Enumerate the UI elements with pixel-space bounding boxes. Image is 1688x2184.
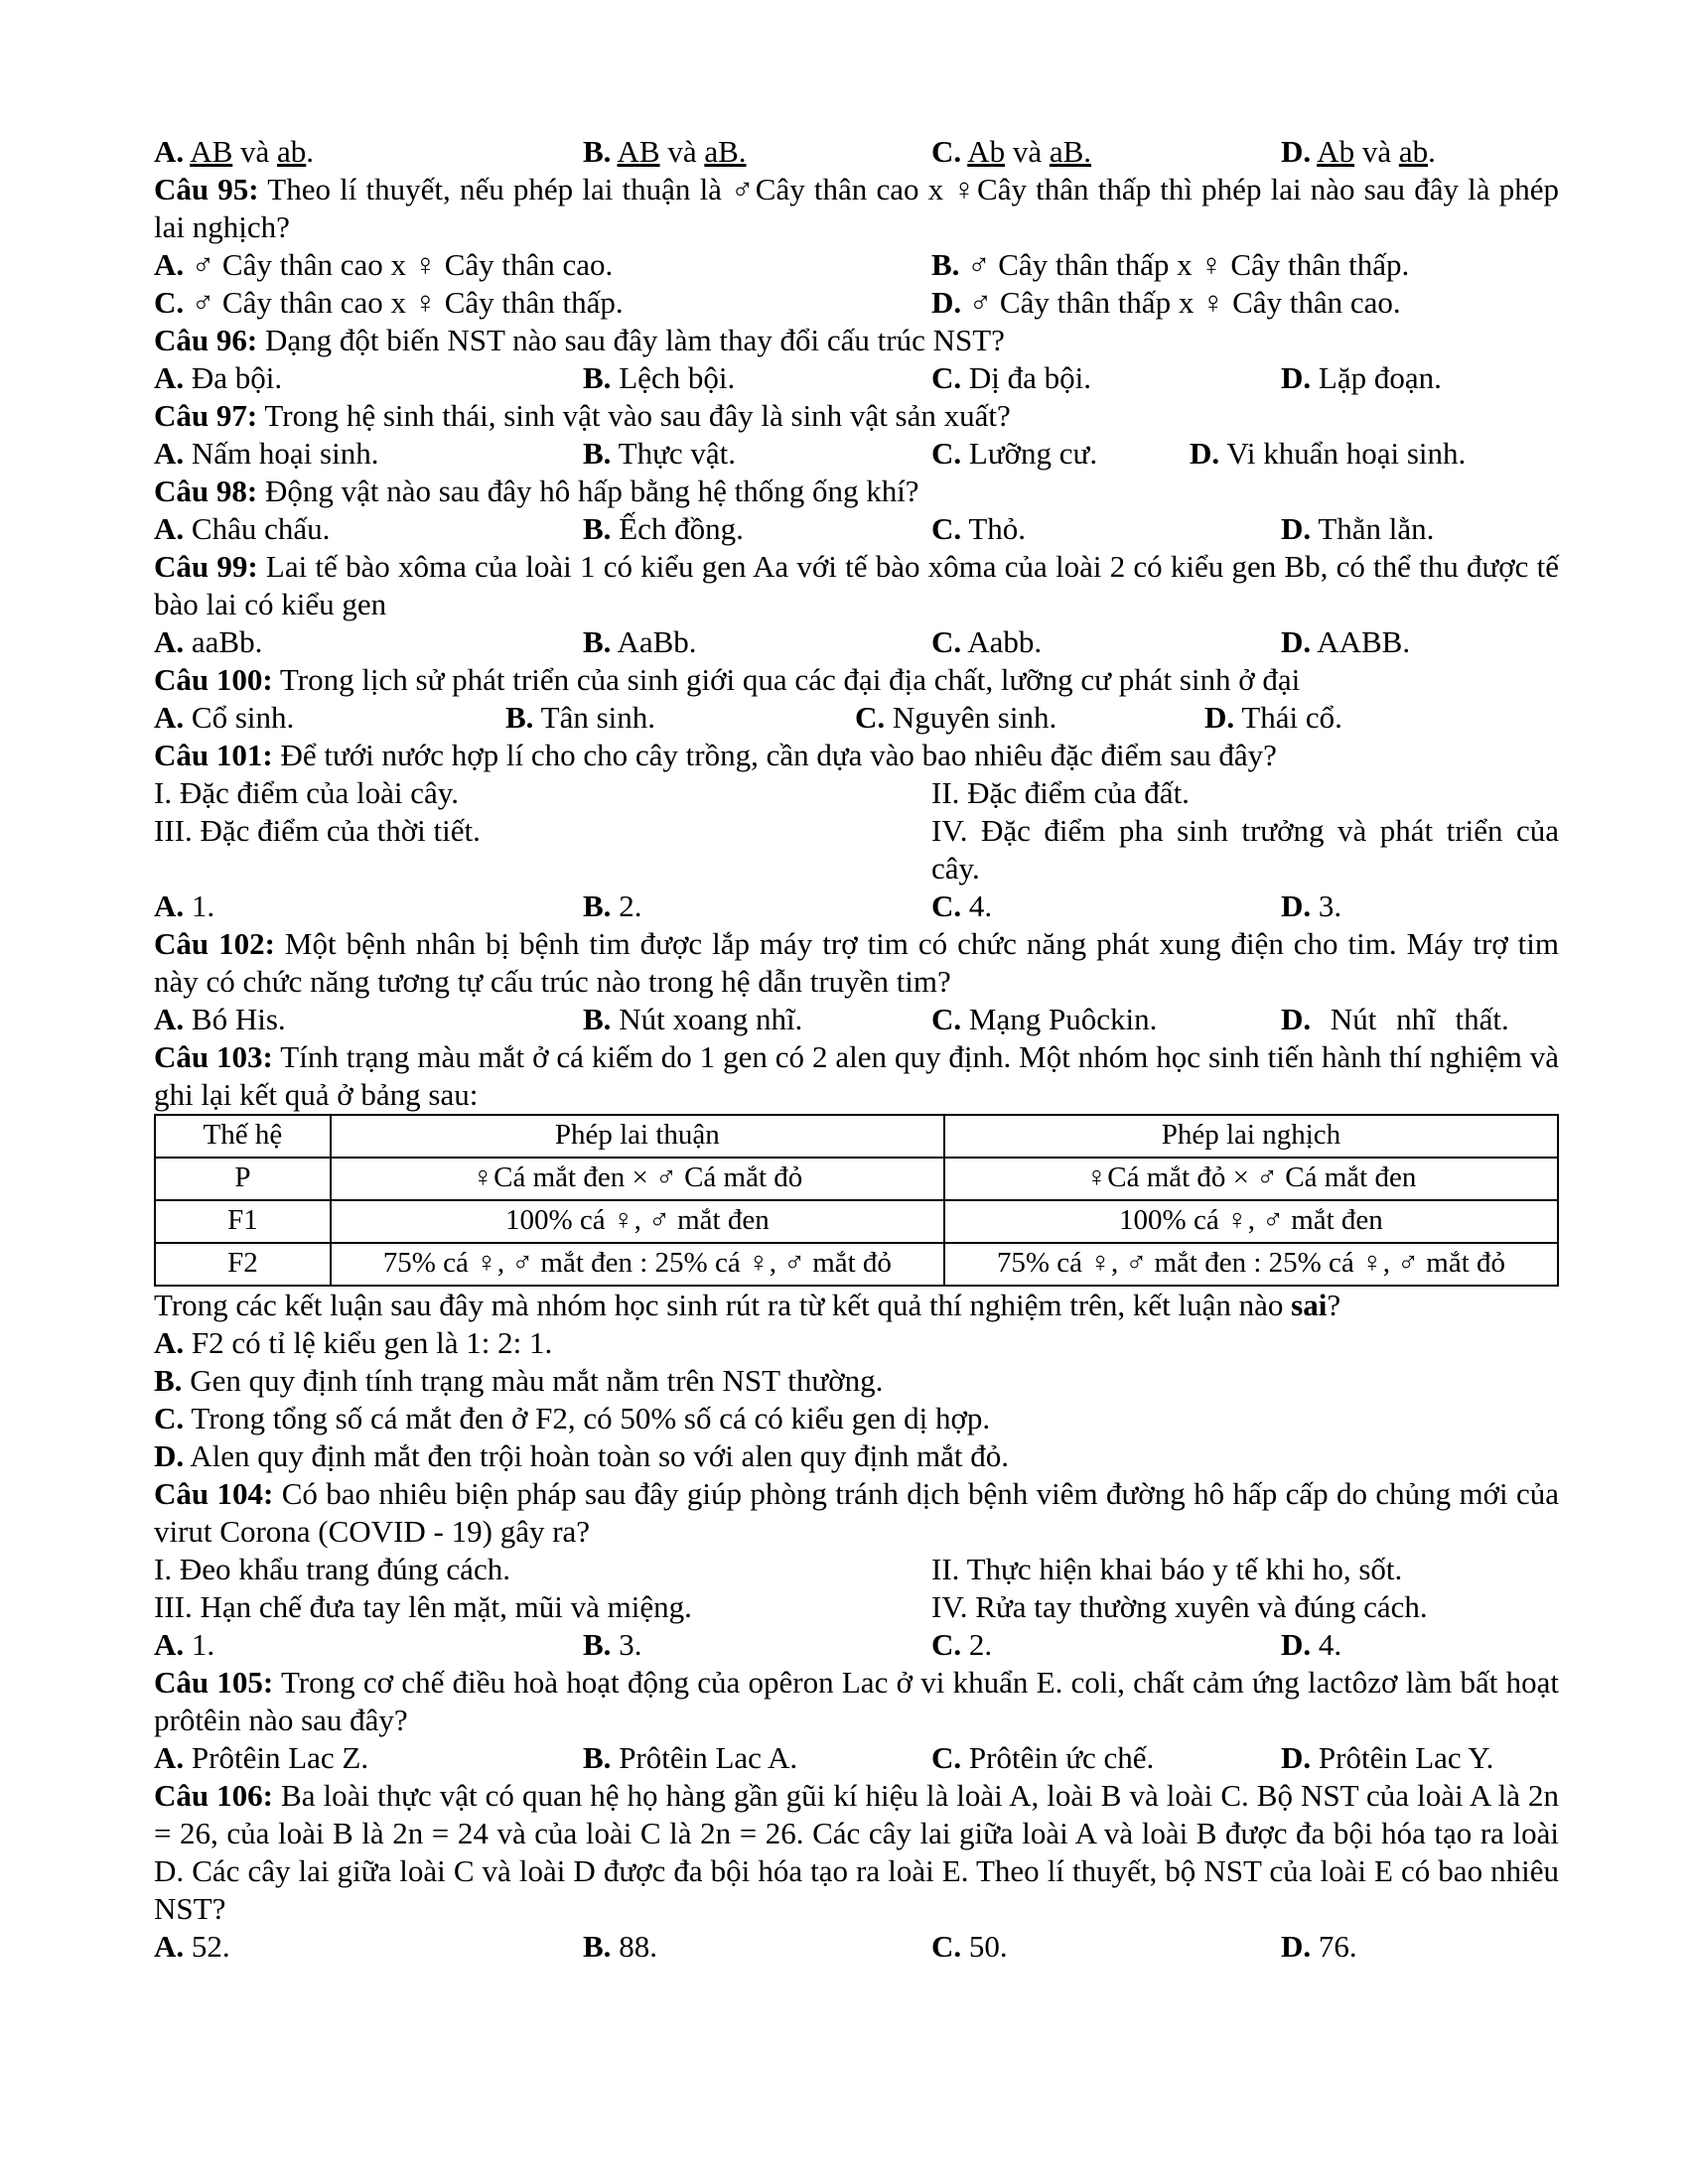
q97-option-c: C. Lưỡng cư. [931,436,1098,471]
q104-option-b: B. 3. [583,1627,642,1662]
q97-option-d: D. Vi khuẩn hoại sinh. [1190,436,1467,471]
q99-option-b: B. AaBb. [583,624,697,659]
q96-option-b: B. Lệch bội. [583,360,736,395]
q94-option-a: A. AB và ab. [154,134,315,169]
q98-option-b: B. Ếch đồng. [583,511,744,546]
q102-option-d: D. Nút nhĩ thất. [1281,1002,1509,1036]
q101-option-a: A. 1. [154,888,215,923]
q95-option-a: A. ♂ Cây thân cao x ♀ Cây thân cao. [154,247,614,282]
table-row [155,1158,1558,1200]
q101-option-c: C. 4. [931,888,993,923]
q100-stem: Câu 100: Trong lịch sử phát triển của sinh giới qua các đại địa chất, lưỡng cư phát sinh ở đại [154,662,1301,697]
q99-options [154,623,1559,661]
q103-option-d: D. Alen quy định mắt đen trội hoàn toàn so với alen quy định mắt đỏ. [154,1438,1010,1473]
q104-stem: Câu 104: Có bao nhiêu biện pháp sau đây giúp phòng tránh dịch bệnh viêm đường hô hấp cấp do chủng mới của virut Corona (COVID - 19) gây ra? [154,1476,1559,1549]
table-cell: P [155,1158,331,1200]
q98-stem: Câu 98: Động vật nào sau đây hô hấp bằng hệ thống ống khí? [154,474,919,508]
q98-option-c: C. Thỏ. [931,511,1027,546]
table-cell: 100% cá ♀, ♂ mắt đen [331,1200,944,1243]
q100-options [154,699,1559,737]
q101-statements-row1 [154,774,1559,812]
q104-statement-i: I. Đeo khẩu trang đúng cách. [154,1552,510,1586]
q106-option-d: D. 76. [1281,1929,1357,1964]
q94-options [154,133,1559,171]
q95-options-row2 [154,284,1559,322]
q95-option-c: C. ♂ Cây thân cao x ♀ Cây thân thấp. [154,285,624,320]
table-row [155,1200,1558,1243]
q106-stem: Câu 106: Ba loài thực vật có quan hệ họ hàng gần gũi kí hiệu là loài A, loài B và loài C. Bộ NST của loài A là 2n = 26, của loài B là 2n = 24 và của loài C là 2n = 26. Các cây lai giữa loài A và loài B được đa bội hóa tạo ra loài D. Các cây lai giữa loài C và loài D được đa bội hóa tạo ra loài E. Theo lí thuyết, bộ NST của loài E có bao nhiêu NST? [154,1778,1560,1926]
q103-option-b: B. Gen quy định tính trạng màu mắt nằm trên NST thường. [154,1363,884,1398]
q104-statement-iii: III. Hạn chế đưa tay lên mặt, mũi và miệng. [154,1589,692,1624]
q99-stem: Câu 99: Lai tế bào xôma của loài 1 có kiểu gen Aa với tế bào xôma của loài 2 có kiểu gen Bb, có thể thu được tế bào lai có kiểu gen [154,549,1560,621]
q97-stem: Câu 97: Trong hệ sinh thái, sinh vật vào sau đây là sinh vật sản xuất? [154,398,1011,433]
table-cell: ♀Cá mắt đỏ × ♂ Cá mắt đen [944,1158,1558,1200]
q101-statement-ii: II. Đặc điểm của đất. [931,775,1190,810]
q101-options [154,887,1559,925]
q104-option-d: D. 4. [1281,1627,1342,1662]
q101-statement-iv: IV. Đặc điểm pha sinh trưởng và phát triển của cây. [931,813,1559,886]
q104-statements-row1 [154,1551,1559,1588]
table-cell: 75% cá ♀, ♂ mắt đen : 25% cá ♀, ♂ mắt đỏ [331,1243,944,1286]
q97-option-b: B. Thực vật. [583,436,737,471]
q98-options [154,510,1559,548]
q95-options-row1 [154,246,1559,284]
q101-statement-i: I. Đặc điểm của loài cây. [154,775,459,810]
table-cell: ♀Cá mắt đen × ♂ Cá mắt đỏ [331,1158,944,1200]
q94-option-d: D. Ab và ab. [1281,134,1436,169]
q102-options [154,1001,1559,1038]
q96-option-d: D. Lặp đoạn. [1281,360,1442,395]
q104-option-c: C. 2. [931,1627,993,1662]
q104-statement-iv: IV. Rửa tay thường xuyên và đúng cách. [931,1589,1428,1624]
q96-option-a: A. Đa bội. [154,360,283,395]
q101-option-b: B. 2. [583,888,642,923]
q102-option-c: C. Mạng Puôckin. [931,1002,1158,1036]
q100-option-b: B. Tân sinh. [505,700,656,735]
q105-option-b: B. Prôtêin Lac A. [583,1740,798,1775]
q96-stem: Câu 96: Dạng đột biến NST nào sau đây làm thay đổi cấu trúc NST? [154,323,1005,357]
q95-option-d: D. ♂ Cây thân thấp x ♀ Cây thân cao. [931,285,1401,320]
q106-option-b: B. 88. [583,1929,657,1964]
q104-options [154,1626,1559,1664]
q106-option-c: C. 50. [931,1929,1008,1964]
q99-option-c: C. Aabb. [931,624,1043,659]
q103-option-a: A. F2 có tỉ lệ kiểu gen là 1: 2: 1. [154,1325,553,1360]
q105-option-d: D. Prôtêin Lac Y. [1281,1740,1494,1775]
q99-option-a: A. aaBb. [154,624,263,659]
q103-stem: Câu 103: Tính trạng màu mắt ở cá kiếm do 1 gen có 2 alen quy định. Một nhóm học sinh tiến hành thí nghiệm và ghi lại kết quả ở bảng sau: [154,1039,1560,1112]
q101-statements-row2 [154,812,1559,887]
table-cell: F2 [155,1243,331,1286]
q98-option-d: D. Thằn lằn. [1281,511,1435,546]
q98-option-a: A. Châu chấu. [154,511,331,546]
exam-page [154,133,1559,1966]
q96-options [154,359,1559,397]
table-cell: F1 [155,1200,331,1243]
q102-option-b: B. Nút xoang nhĩ. [583,1002,803,1036]
q94-option-c: C. Ab và aB. [931,134,1092,169]
q100-option-c: C. Nguyên sinh. [855,700,1057,735]
q97-option-a: A. Nấm hoại sinh. [154,436,379,471]
q104-statements-row2 [154,1588,1559,1626]
q95-option-b: B. ♂ Cây thân thấp x ♀ Cây thân thấp. [931,247,1410,282]
q101-option-d: D. 3. [1281,888,1342,923]
q102-option-a: A. Bó His. [154,1002,286,1036]
table-header-forward-cross: Phép lai thuận [331,1115,944,1158]
q104-option-a: A. 1. [154,1627,215,1662]
table-header-row [155,1115,1558,1158]
q100-option-d: D. Thái cổ. [1204,700,1342,735]
table-cell: 100% cá ♀, ♂ mắt đen [944,1200,1558,1243]
q94-option-b: B. AB và aB. [583,134,747,169]
q105-stem: Câu 105: Trong cơ chế điều hoà hoạt động của opêron Lac ở vi khuẩn E. coli, chất cảm ứng lactôzơ làm bất hoạt prôtêin nào sau đây? [154,1665,1559,1737]
q103-results-table [154,1114,1559,1287]
table-cell: 75% cá ♀, ♂ mắt đen : 25% cá ♀, ♂ mắt đỏ [944,1243,1558,1286]
q105-option-a: A. Prôtêin Lac Z. [154,1740,369,1775]
q105-option-c: C. Prôtêin ức chế. [931,1740,1155,1775]
q96-option-c: C. Dị đa bội. [931,360,1092,395]
table-row [155,1243,1558,1286]
q102-stem: Câu 102: Một bệnh nhân bị bệnh tim được lắp máy trợ tim có chức năng phát xung điện cho tim. Máy trợ tim này có chức năng tương tự cấu trúc nào trong hệ dẫn truyền tim? [154,926,1560,999]
q97-options [154,435,1559,473]
q99-option-d: D. AABB. [1281,624,1411,659]
q101-statement-iii: III. Đặc điểm của thời tiết. [154,813,481,848]
q100-option-a: A. Cổ sinh. [154,700,295,735]
q104-statement-ii: II. Thực hiện khai báo y tế khi ho, sốt. [931,1552,1403,1586]
q105-options [154,1739,1559,1777]
table-header-generation: Thế hệ [155,1115,331,1158]
q103-question: Trong các kết luận sau đây mà nhóm học sinh rút ra từ kết quả thí nghiệm trên, kết luận nào sai? [154,1288,1341,1322]
q106-option-a: A. 52. [154,1929,230,1964]
q103-option-c: C. Trong tổng số cá mắt đen ở F2, có 50% số cá có kiểu gen dị hợp. [154,1401,991,1435]
table-header-reciprocal-cross: Phép lai nghịch [944,1115,1558,1158]
q95-stem: Câu 95: Theo lí thuyết, nếu phép lai thuận là ♂Cây thân cao x ♀Cây thân thấp thì phép lai nào sau đây là phép lai nghịch? [154,172,1559,244]
q106-options [154,1928,1559,1966]
q101-stem: Câu 101: Để tưới nước hợp lí cho cho cây trồng, cần dựa vào bao nhiêu đặc điểm sau đây? [154,738,1277,772]
